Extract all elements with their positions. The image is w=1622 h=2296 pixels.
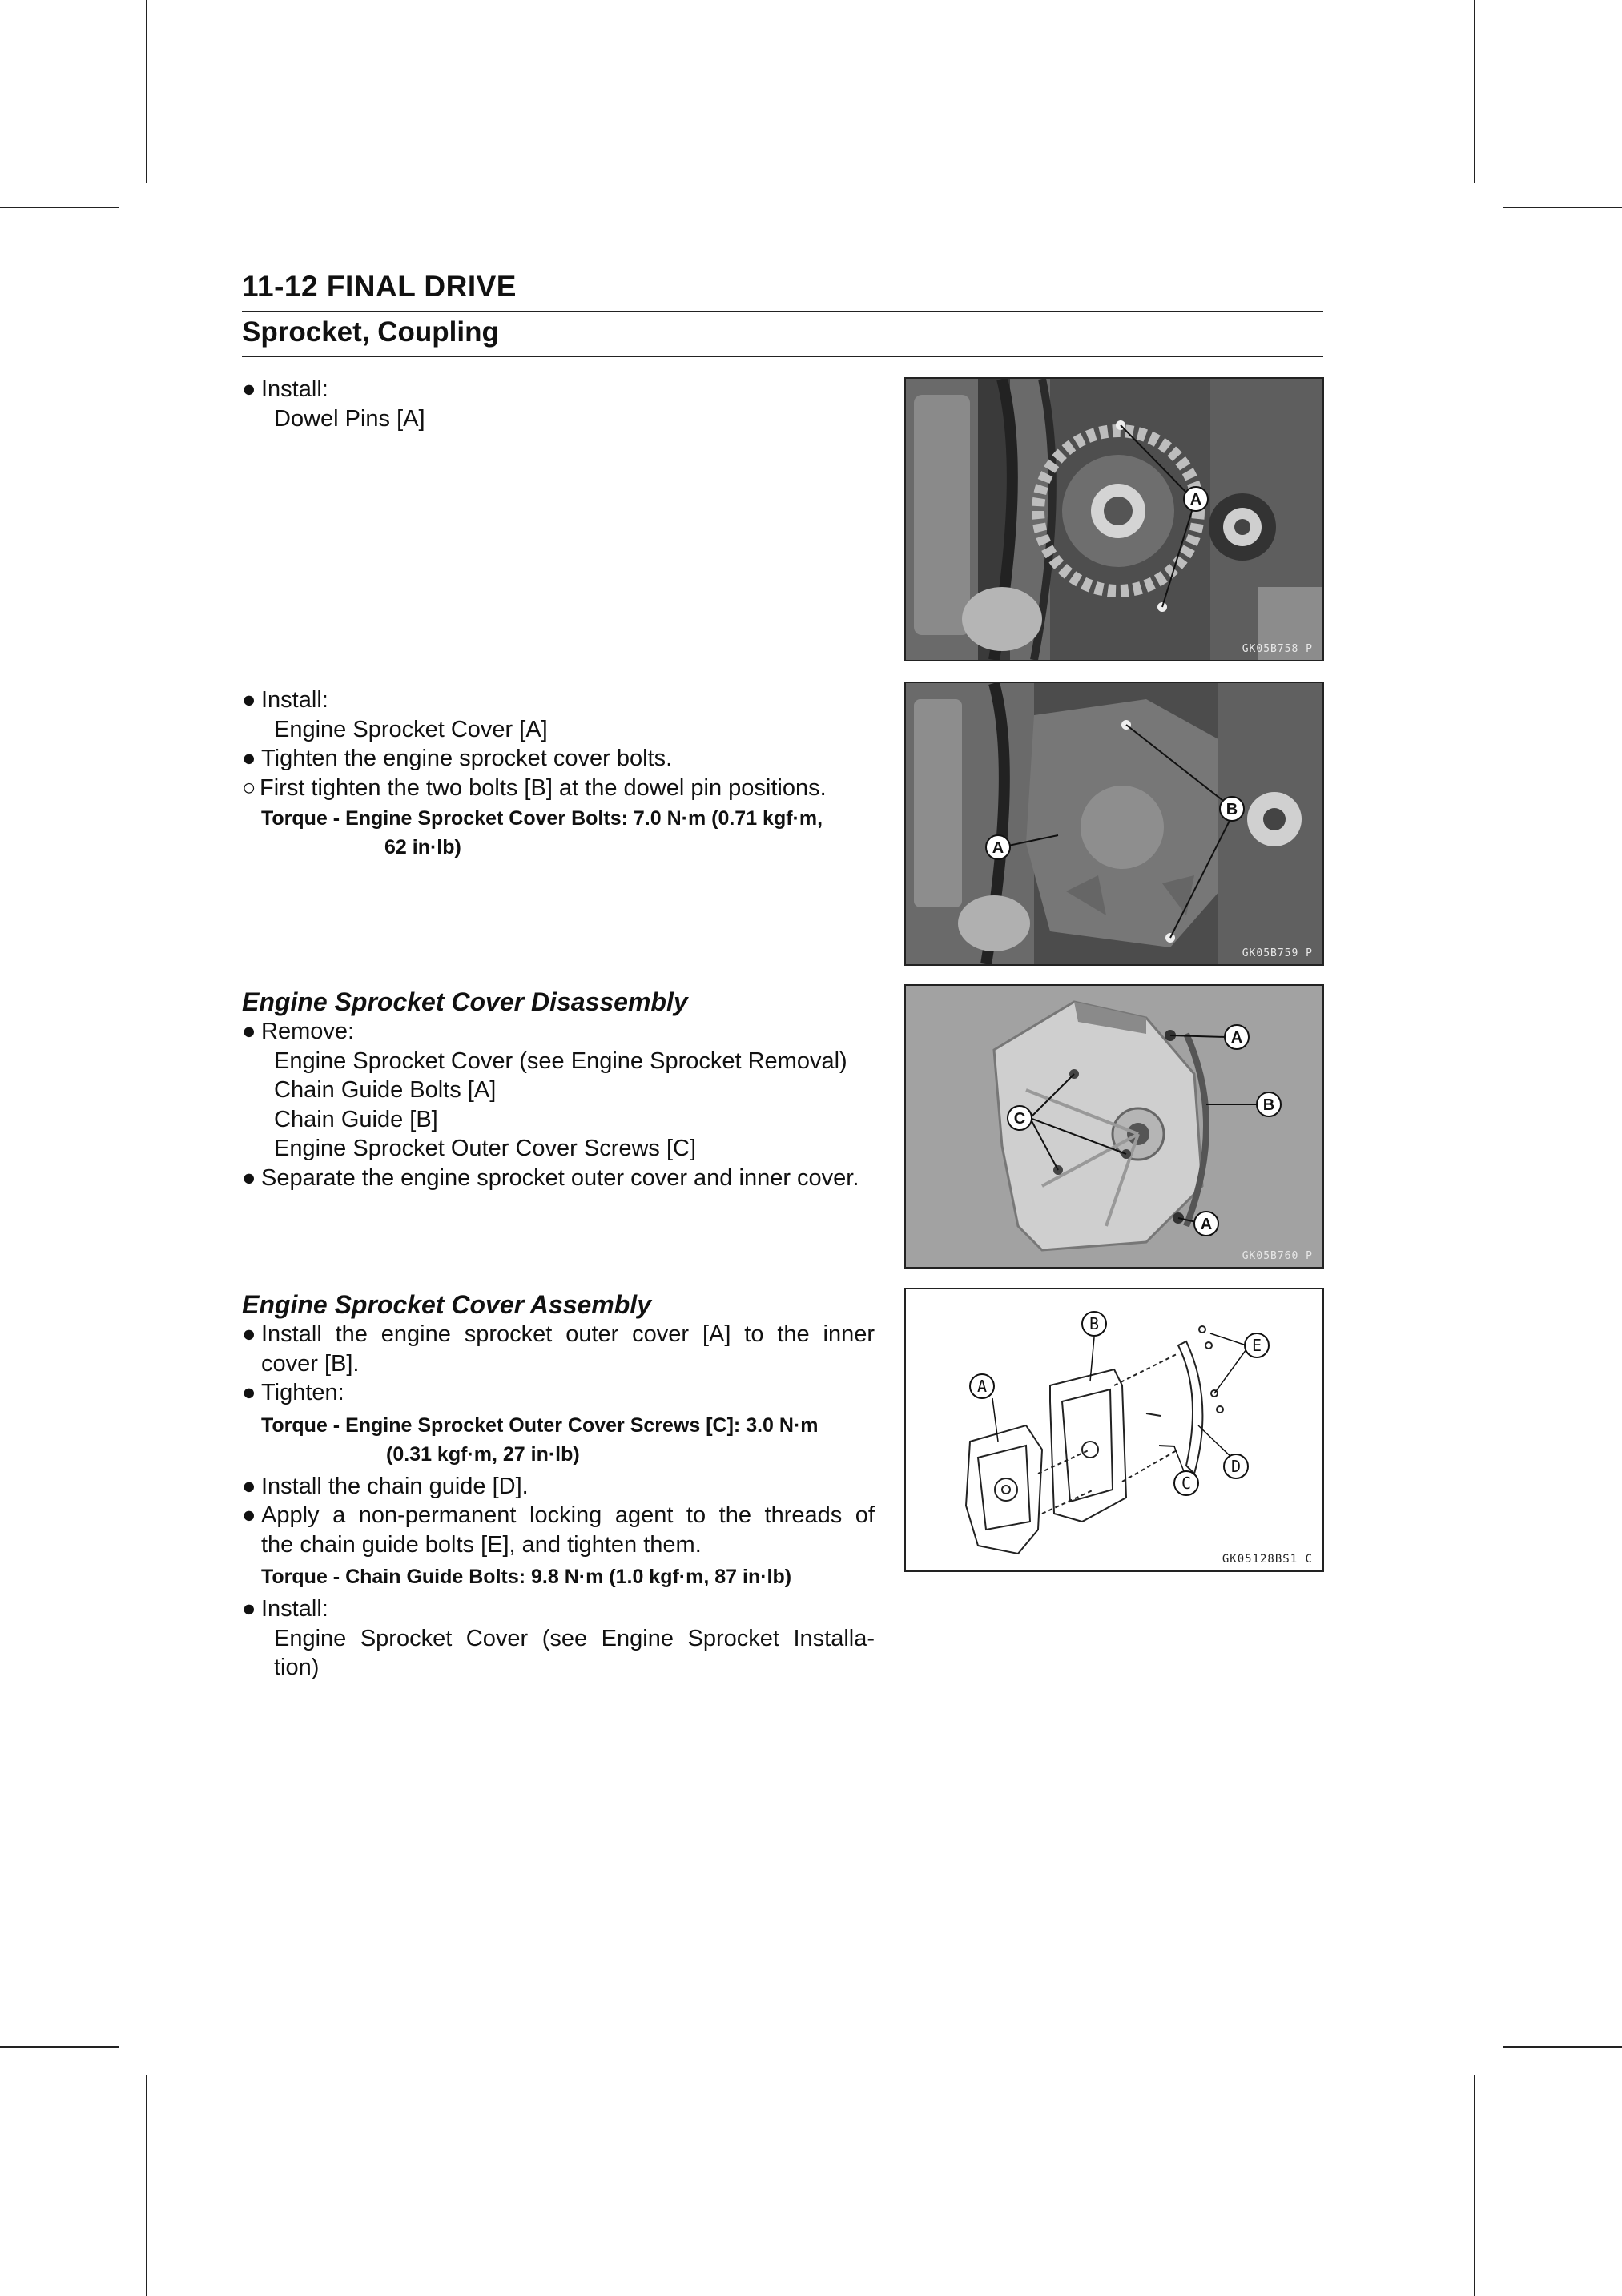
torque-spec: Torque - Chain Guide Bolts: 9.8 N·m (1.0 kgf·m, 87 in·lb) xyxy=(261,1566,792,1588)
step-text: Install the chain guide [D]. xyxy=(261,1473,529,1499)
bullet-icon: ● xyxy=(242,746,256,771)
bullet-icon: ● xyxy=(242,1596,256,1622)
crop-mark xyxy=(146,2075,147,2296)
step-text-cont: cover [B]. xyxy=(261,1350,360,1377)
section-title: Sprocket, Coupling xyxy=(242,316,499,348)
bullet-icon: ● xyxy=(242,687,256,713)
photo-cover-disassembly xyxy=(904,984,1324,1269)
step-item: Engine Sprocket Cover [A] xyxy=(274,716,548,742)
bullet-icon: ● xyxy=(242,376,256,402)
callout-label: E xyxy=(1251,1336,1262,1355)
crop-mark xyxy=(0,2046,119,2048)
photo-sprocket-cover xyxy=(904,682,1324,966)
step-text: Install: xyxy=(261,376,328,402)
diagram-cover-assembly xyxy=(904,1288,1324,1572)
torque-spec: Torque - Engine Sprocket Cover Bolts: 7.0 N·m (0.71 kgf·m, xyxy=(261,807,823,830)
photo-dowel-pins xyxy=(904,377,1324,661)
crop-mark xyxy=(1503,207,1622,208)
step-item: Engine Sprocket Outer Cover Screws [C] xyxy=(274,1136,697,1161)
crop-mark xyxy=(1474,2075,1475,2296)
disassembly-heading: Engine Sprocket Cover Disassembly xyxy=(242,987,688,1016)
figure-code: GK05B760 P xyxy=(1242,1250,1313,1262)
callout-label: A xyxy=(1189,491,1202,509)
step-install-cover xyxy=(242,686,875,862)
header-rule xyxy=(242,311,1323,312)
step-item: Dowel Pins [A] xyxy=(274,405,425,432)
crop-mark xyxy=(1503,2046,1622,2048)
chapter-title: 11-12 FINAL DRIVE xyxy=(242,270,517,303)
callout-label: C xyxy=(1013,1110,1026,1128)
step-text: Tighten the engine sprocket cover bolts. xyxy=(261,746,673,771)
assembly-heading: Engine Sprocket Cover Assembly xyxy=(242,1290,651,1319)
bullet-icon: ● xyxy=(242,1502,256,1528)
step-item: Chain Guide [B] xyxy=(274,1106,438,1132)
step-item: Engine Sprocket Cover (see Engine Sprocket Removal) xyxy=(274,1047,847,1074)
disassembly-section xyxy=(242,987,875,1192)
bullet-icon: ● xyxy=(242,1164,256,1191)
crop-mark xyxy=(0,207,119,208)
assembly-line-drawing xyxy=(906,1289,1322,1570)
torque-spec: Torque - Engine Sprocket Outer Cover Screws [C]: 3.0 N·m xyxy=(261,1413,819,1437)
step-item: Chain Guide Bolts [A] xyxy=(274,1077,497,1103)
figure-code: GK05128BS1 C xyxy=(1222,1553,1313,1566)
engine-photo-illustration xyxy=(906,379,1322,660)
callout-label: C xyxy=(1181,1474,1192,1493)
bullet-icon: ● xyxy=(242,1380,256,1405)
step-text-cont: the chain guide bolts [E], and tighten them. xyxy=(261,1531,702,1558)
step-text: Separate the engine sprocket outer cover and inner cover. xyxy=(261,1164,859,1191)
step-text: Install the engine sprocket outer cover [A] to the inner xyxy=(261,1321,875,1347)
torque-spec-cont: (0.31 kgf·m, 27 in·lb) xyxy=(386,1442,580,1466)
torque-spec-cont: 62 in·lb) xyxy=(384,836,461,858)
callout-label: A xyxy=(1200,1216,1213,1233)
callout-label: A xyxy=(992,839,1004,857)
crop-mark xyxy=(1474,0,1475,183)
callout-label: B xyxy=(1262,1096,1275,1114)
step-install-dowel-pins xyxy=(242,375,875,433)
step-text: Apply a non-permanent locking agent to the threads of xyxy=(261,1502,875,1528)
cover-photo-illustration xyxy=(906,986,1322,1267)
step-text: First tighten the two bolts [B] at the dowel pin positions. xyxy=(260,774,827,801)
step-item-cont: tion) xyxy=(274,1655,320,1680)
page-header xyxy=(242,269,1323,304)
callout-label: A xyxy=(1230,1029,1243,1047)
bullet-icon: ● xyxy=(242,1473,256,1499)
callout-label: D xyxy=(1230,1457,1242,1476)
callout-label: B xyxy=(1089,1314,1100,1333)
step-text: Tighten: xyxy=(261,1380,344,1405)
section-rule xyxy=(242,356,1323,357)
figure-code: GK05B759 P xyxy=(1242,947,1313,959)
step-text: Remove: xyxy=(261,1019,355,1044)
assembly-section xyxy=(242,1289,875,1683)
callout-label: A xyxy=(976,1377,988,1396)
bullet-icon: ● xyxy=(242,1019,256,1044)
engine-photo-illustration xyxy=(906,683,1322,964)
crop-mark xyxy=(146,0,147,183)
bullet-icon: ● xyxy=(242,1321,256,1347)
step-text: Install: xyxy=(261,1596,328,1622)
step-item: Engine Sprocket Cover (see Engine Sprocket Installa- xyxy=(274,1625,875,1651)
step-text: Install: xyxy=(261,687,328,713)
callout-label: B xyxy=(1226,801,1238,818)
sub-bullet-icon: ○ xyxy=(242,774,256,801)
figure-code: GK05B758 P xyxy=(1242,643,1313,655)
